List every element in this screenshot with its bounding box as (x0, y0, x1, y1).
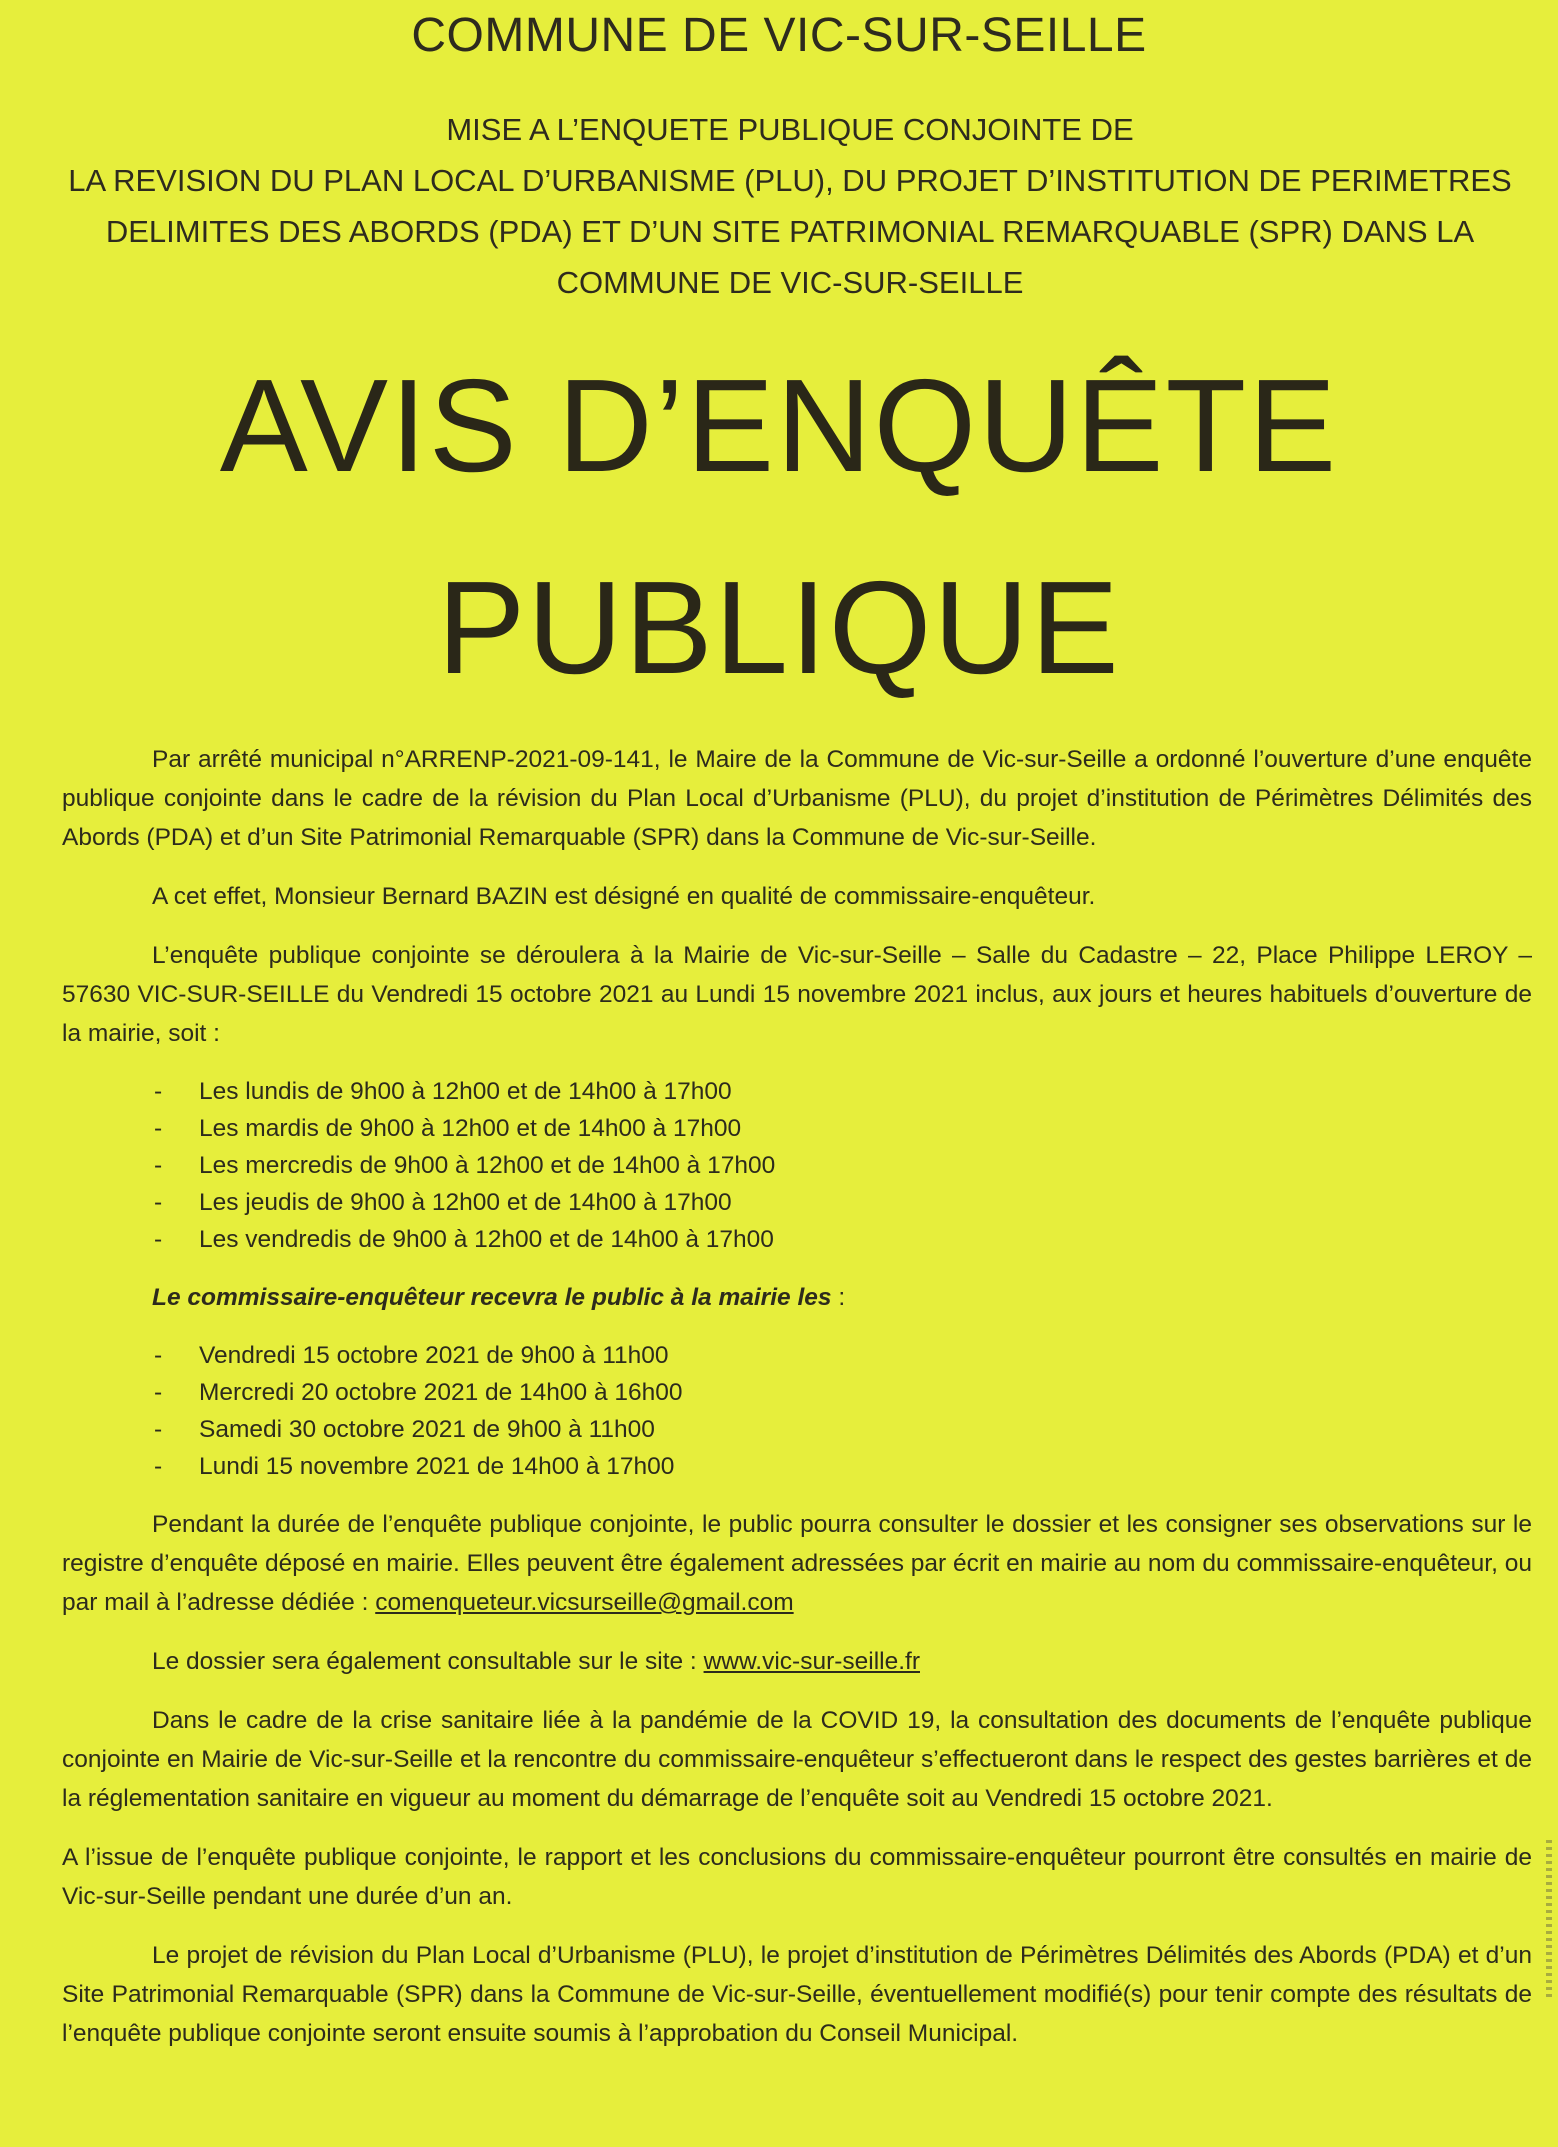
list-item: - Les jeudis de 9h00 à 12h00 et de 14h00 à 17h00 (62, 1184, 1532, 1221)
list-item: - Lundi 15 novembre 2021 de 14h00 à 17h00 (62, 1448, 1532, 1485)
subtitle-line: DELIMITES DES ABORDS (PDA) ET D’UN SITE PATRIMONIAL REMARQUABLE (SPR) DANS LA (105, 214, 1475, 249)
list-item: - Samedi 30 octobre 2021 de 9h00 à 11h00 (62, 1411, 1532, 1448)
paragraph-commissaire: A cet effet, Monsieur Bernard BAZIN est désigné en qualité de commissaire-enquêteur. (152, 883, 1096, 910)
main-title-line-1: AVIS D’ENQUÊTE (219, 352, 1339, 499)
opening-hours-list (62, 1073, 1532, 1258)
paragraph-covid: Dans le cadre de la crise sanitaire liée à la pandémie de la COVID 19, la consultation des documents de l’enquête publique conjointe en Mairie de Vic-sur-Seille et la rencontre du commissaire-enquêteur s’effectueront dans le respect des gestes barrières et de la réglementation sanitaire en vigueur au moment du démarrage de l’enquête soit au Vendredi 15 octobre 2021. (62, 1707, 1532, 1812)
paragraph-observations (62, 1505, 1532, 1622)
notice-body (62, 740, 1532, 2073)
permanence-heading-text: Le commissaire-enquêteur recevra le public à la mairie les (152, 1284, 832, 1311)
site-text: Le dossier sera également consultable sur le site : (152, 1648, 704, 1675)
subtitle-line: LA REVISION DU PLAN LOCAL D’URBANISME (PLU), DU PROJET D’INSTITUTION DE PERIMETRES (68, 163, 1512, 198)
permanence-list (62, 1337, 1532, 1485)
subtitle-line: COMMUNE DE VIC-SUR-SEILLE (556, 265, 1024, 300)
list-item: - Les vendredis de 9h00 à 12h00 et de 14h00 à 17h00 (62, 1221, 1532, 1258)
paragraph-arrete: Par arrêté municipal n°ARRENP-2021-09-141, le Maire de la Commune de Vic-sur-Seille a ordonné l’ouverture d’une enquête publique conjointe dans le cadre de la révision du Plan Local d’Urbanisme (PLU), du projet d’institution de Périmètres Délimités des Abords (PDA) et d’un Site Patrimonial Remarquable (SPR) dans la Commune de Vic-sur-Seille. (62, 746, 1532, 851)
list-item: - Les mardis de 9h00 à 12h00 et de 14h00 à 17h00 (62, 1110, 1532, 1147)
printer-mark (1546, 1840, 1552, 2000)
list-item: - Mercredi 20 octobre 2021 de 14h00 à 16h00 (62, 1374, 1532, 1411)
permanence-heading (152, 1278, 1532, 1317)
paragraph-rapport: A l’issue de l’enquête publique conjointe, le rapport et les conclusions du commissaire-enquêteur pourront être consultés en mairie de Vic-sur-Seille pendant une durée d’un an. (62, 1844, 1532, 1910)
list-item: - Vendredi 15 octobre 2021 de 9h00 à 11h00 (62, 1337, 1532, 1374)
commune-heading: COMMUNE DE VIC-SUR-SEILLE (411, 9, 1147, 62)
paragraph-site (62, 1642, 1532, 1681)
website-link[interactable]: www.vic-sur-seille.fr (703, 1648, 920, 1675)
notice-subtitle (60, 104, 1520, 308)
main-title-line-2: PUBLIQUE (437, 554, 1121, 701)
subtitle-line: MISE A L’ENQUETE PUBLIQUE CONJOINTE DE (446, 112, 1134, 147)
paragraph-approbation: Le projet de révision du Plan Local d’Urbanisme (PLU), le projet d’institution de Périmètres Délimités des Abords (PDA) et d’un Site Patrimonial Remarquable (SPR) dans la Commune de Vic-sur-Seille, éventuellement modifié(s) pour tenir compte des résultats de l’enquête publique conjointe seront ensuite soumis à l’approbation du Conseil Municipal. (62, 1942, 1532, 2047)
paragraph-lieu-dates: L’enquête publique conjointe se déroulera à la Mairie de Vic-sur-Seille – Salle du Cadastre – 22, Place Philippe LEROY – 57630 VIC-SUR-SEILLE du Vendredi 15 octobre 2021 au Lundi 15 novembre 2021 inclus, aux jours et heures habituels d’ouverture de la mairie, soit : (62, 942, 1532, 1047)
list-item: - Les mercredis de 9h00 à 12h00 et de 14h00 à 17h00 (62, 1147, 1532, 1184)
email-link[interactable]: comenqueteur.vicsurseille@gmail.com (375, 1589, 794, 1616)
observations-text: Pendant la durée de l’enquête publique conjointe, le public pourra consulter le dossier et les consigner ses observations sur le registre d’enquête déposé en mairie. Elles peuvent être également adressées par écrit en mairie au nom du commissaire-enquêteur, ou par mail à l’adresse dédiée : (62, 1511, 1532, 1616)
list-item: - Les lundis de 9h00 à 12h00 et de 14h00 à 17h00 (62, 1073, 1532, 1110)
permanence-colon: : (831, 1284, 846, 1311)
